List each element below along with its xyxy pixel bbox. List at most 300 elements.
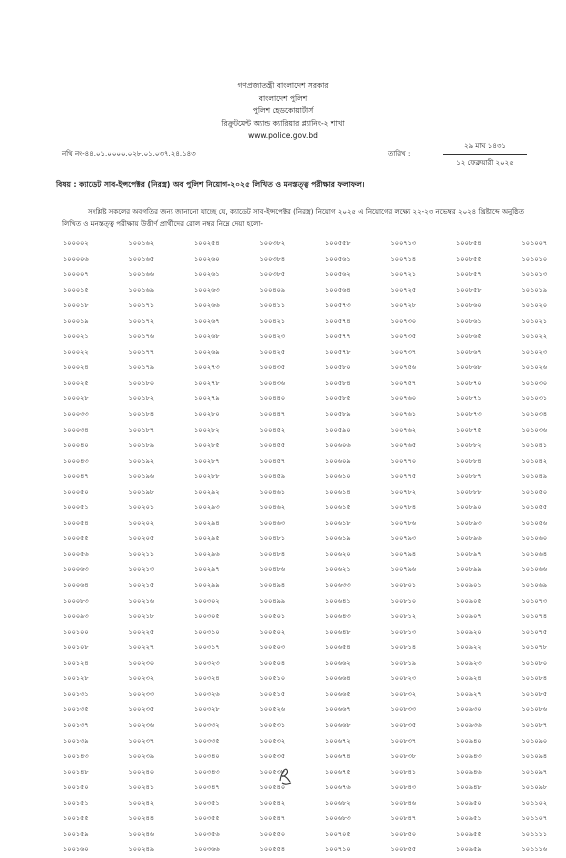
roll-number: ১০০৩১০ bbox=[194, 625, 260, 641]
roll-number: ১০০৮৫৭ bbox=[456, 267, 522, 283]
signature-mark bbox=[276, 764, 294, 786]
roll-number: ১০০৮৫৫ bbox=[456, 252, 522, 268]
roll-number: ১০০৩৮৫ bbox=[260, 267, 326, 283]
roll-number: ১০০৯০৫ bbox=[456, 594, 522, 610]
government-name: গণপ্রজাতন্ত্রী বাংলাদেশ সরকার bbox=[0, 80, 566, 93]
roll-number: ১০০৯৫৫ bbox=[456, 827, 522, 843]
roll-number: ১০০৬৭২ bbox=[325, 734, 391, 750]
letterhead bbox=[0, 80, 566, 143]
roll-number: ১০০২৬৬ bbox=[194, 298, 260, 314]
roll-number: ১০০৮২৩ bbox=[391, 671, 457, 687]
roll-number: ১০০২৯৬ bbox=[194, 547, 260, 563]
roll-number: ১০১০২৬ bbox=[522, 360, 566, 376]
roll-number: ১০০১৮২ bbox=[129, 391, 195, 407]
roll-number: ১০০৭০৫ bbox=[325, 827, 391, 843]
roll-number: ১০০৬১৪ bbox=[325, 485, 391, 501]
roll-number: ১০০৩৫৬ bbox=[194, 827, 260, 843]
roll-number: ১০০২৭৩ bbox=[194, 360, 260, 376]
roll-number: ১০০২২৭ bbox=[129, 640, 195, 656]
roll-number: ১০০০১৯ bbox=[63, 314, 129, 330]
roll-number: ১০০৭৩৭ bbox=[391, 345, 457, 361]
roll-number: ১০০৪০৯ bbox=[260, 283, 326, 299]
roll-number: ১০০৬০৯ bbox=[325, 454, 391, 470]
roll-number: ১০০২৯৯ bbox=[194, 578, 260, 594]
roll-number: ১০০৪৯৪ bbox=[260, 578, 326, 594]
roll-number: ১০০৬৩৩ bbox=[325, 578, 391, 594]
roll-number: ১০১১১১ bbox=[522, 827, 566, 843]
roll-number: ১০০৯৪০ bbox=[456, 734, 522, 750]
roll-number: ১০১০৭৫ bbox=[522, 625, 566, 641]
roll-number: ১০০২৩০ bbox=[129, 656, 195, 672]
roll-number: ১০০১৮০ bbox=[129, 376, 195, 392]
roll-number: ১০০৬৭৪ bbox=[325, 749, 391, 765]
roll-number: ১০০৯০১ bbox=[456, 578, 522, 594]
roll-number: ১০০৩৪৭ bbox=[194, 780, 260, 796]
branch-name: রিক্রুটমেন্ট অ্যান্ড ক্যারিয়ার প্ল্যানিং-২ শাখা bbox=[0, 118, 566, 131]
roll-number: ১০১০৭৪ bbox=[522, 609, 566, 625]
roll-number: ১০০৭৯৬ bbox=[391, 562, 457, 578]
roll-number: ১০০১২৮ bbox=[63, 671, 129, 687]
roll-number: ১০০১০৮ bbox=[63, 640, 129, 656]
subject-text: ক্যাডেট সাব-ইন্সপেক্টর (নিরস্ত্র) অব পুলিশ নিয়োগ-২০২৫ লিখিত ও মনস্তত্ত্ব পরীক্ষার ফলাফল। bbox=[79, 180, 364, 189]
roll-number: ১০০১৬৬ bbox=[129, 267, 195, 283]
roll-number: ১০০১৩৯ bbox=[63, 734, 129, 750]
roll-number: ১০১০৪২ bbox=[522, 454, 566, 470]
roll-number: ১০০৮৭৩ bbox=[456, 407, 522, 423]
roll-number: ১০০৯২৩ bbox=[456, 656, 522, 672]
roll-number: ১০০২৮৮ bbox=[194, 469, 260, 485]
roll-number: ১০০৬৬২ bbox=[325, 656, 391, 672]
roll-number: ১০০৫৩৫ bbox=[260, 749, 326, 765]
roll-number: ১০০৪৯৯ bbox=[260, 594, 326, 610]
roll-number: ১০০২৪৬ bbox=[129, 827, 195, 843]
roll-number: ১০০৮১৪ bbox=[391, 640, 457, 656]
roll-number: ১০০৪৩৫ bbox=[260, 360, 326, 376]
roll-number: ১০০৩২৮ bbox=[194, 702, 260, 718]
roll-number: ১০০৪৫৫ bbox=[260, 438, 326, 454]
roll-number: ১০০১০০ bbox=[63, 625, 129, 641]
roll-number: ১০০৪৮৬ bbox=[260, 562, 326, 578]
roll-number: ১০০২১৫ bbox=[129, 578, 195, 594]
roll-number: ১০০৯৩০ bbox=[456, 702, 522, 718]
roll-number: ১০০৩৪৩ bbox=[194, 765, 260, 781]
roll-number: ১০১০৬৪ bbox=[522, 547, 566, 563]
roll-number: ১০০০১৫ bbox=[63, 283, 129, 299]
roll-number: ১০০৪৫৭ bbox=[260, 454, 326, 470]
roll-number: ১০০৫৬১ bbox=[325, 252, 391, 268]
roll-number: ১০১০৯৭ bbox=[522, 765, 566, 781]
roll-number: ১০১০৯৪ bbox=[522, 749, 566, 765]
roll-number: ১০০৮৭০ bbox=[456, 376, 522, 392]
roll-number: ১০০৮৯০ bbox=[456, 500, 522, 516]
roll-number: ১০০৫৮০ bbox=[325, 360, 391, 376]
roll-number: ১০১০৯৮ bbox=[522, 780, 566, 796]
roll-number: ১০০৭১৪ bbox=[391, 252, 457, 268]
roll-number: ১০০৮৮৮ bbox=[456, 485, 522, 501]
roll-number: ১০০৭৭৫ bbox=[391, 469, 457, 485]
roll-number: ১০০৪২৫ bbox=[260, 345, 326, 361]
roll-number: ১০০৭৬২ bbox=[391, 423, 457, 439]
roll-number: ১০০৬৬৪ bbox=[325, 671, 391, 687]
roll-number: ১০০০৬৩ bbox=[63, 562, 129, 578]
roll-number: ১০০৮৩২ bbox=[391, 687, 457, 703]
roll-number: ১০১১০২ bbox=[522, 796, 566, 812]
roll-number: ১০০৮৫৫ bbox=[391, 842, 457, 858]
roll-number: ১০০১৬৫ bbox=[129, 252, 195, 268]
roll-number: ১০০৫২৬ bbox=[260, 702, 326, 718]
roll-number: ১০০৫৩১ bbox=[260, 718, 326, 734]
roll-number: ১০০৫০৪ bbox=[260, 656, 326, 672]
roll-number: ১০০৮৫০ bbox=[391, 827, 457, 843]
roll-number: ১০১০২৩ bbox=[522, 345, 566, 361]
roll-number: ১০০৭৮২ bbox=[391, 485, 457, 501]
roll-number: ১০০৫৪২ bbox=[260, 796, 326, 812]
roll-column bbox=[391, 236, 457, 858]
roll-number: ১০০৫০৩ bbox=[260, 640, 326, 656]
roll-number: ১০০৫৭৮ bbox=[325, 345, 391, 361]
roll-number: ১০১১১৬ bbox=[522, 842, 566, 858]
roll-number: ১০০৯৫০ bbox=[456, 796, 522, 812]
roll-number: ১০১০২২ bbox=[522, 329, 566, 345]
roll-number: ১০০৪৪৭ bbox=[260, 407, 326, 423]
roll-number: ১০০২৩৬ bbox=[129, 718, 195, 734]
roll-number: ১০০৫৫৮ bbox=[325, 236, 391, 252]
roll-number: ১০০২৬৭ bbox=[194, 314, 260, 330]
intro-paragraph: সংশ্লিষ্ট সকলের অবগতির জন্য জানানো যাচ্ছে যে, ক্যাডেট সাব-ইন্সপেক্টর (নিরস্ত্র) নিয়োগ ২০২৫ এ নিয়োগের লক্ষ্যে ২২-২৩ নভেম্বর ২০২৪ খ্রিষ্টাব্দে অনুষ্ঠিত লিখিত ও মনস্তত্ত্ব পরীক্ষায় উত্তীর্ণ প্রার্থীদের রোল নম্বর নিম্নে দেয়া হলো- bbox=[62, 206, 524, 230]
roll-number: ১০০১৫৯ bbox=[63, 827, 129, 843]
roll-number: ১০০৯৪৩ bbox=[456, 749, 522, 765]
roll-number: ১০০৬১৯ bbox=[325, 531, 391, 547]
roll-number: ১০০৪৫২ bbox=[260, 423, 326, 439]
roll-number: ১০০৮৯৭ bbox=[456, 547, 522, 563]
roll-number: ১০১০১০ bbox=[522, 252, 566, 268]
roll-number: ১০০৭৬৫ bbox=[391, 438, 457, 454]
roll-number: ১০০৬৪৩ bbox=[325, 609, 391, 625]
roll-number: ১০০১৯২ bbox=[129, 454, 195, 470]
roll-number: ১০০২৪৪ bbox=[129, 811, 195, 827]
roll-number: ১০০৯২২ bbox=[456, 640, 522, 656]
roll-number: ১০০৭১৩ bbox=[391, 236, 457, 252]
roll-number: ১০০০৫৪ bbox=[63, 516, 129, 532]
roll-number: ১০০৮৩৫ bbox=[391, 718, 457, 734]
roll-number: ১০০৭৮৪ bbox=[391, 500, 457, 516]
roll-number: ১০০১৬২ bbox=[129, 236, 195, 252]
roll-number: ১০০৭৩০ bbox=[391, 314, 457, 330]
roll-number: ১০১০৩০ bbox=[522, 376, 566, 392]
roll-number: ১০০১৩১ bbox=[63, 687, 129, 703]
roll-number: ১০০৩৩২ bbox=[194, 718, 260, 734]
roll-number: ১০০০৪০ bbox=[63, 438, 129, 454]
roll-number: ১০১০৩৬ bbox=[522, 423, 566, 439]
roll-number: ১০০৮১৩ bbox=[391, 625, 457, 641]
roll-number: ১০০৩৮২ bbox=[260, 236, 326, 252]
roll-number: ১০০৫৭৪ bbox=[325, 314, 391, 330]
roll-number: ১০০৬৫৪ bbox=[325, 640, 391, 656]
roll-number: ১০০৮৮২ bbox=[456, 438, 522, 454]
roll-number: ১০০৮৯৬ bbox=[456, 531, 522, 547]
roll-number: ১০০০৫১ bbox=[63, 500, 129, 516]
date-gregorian: ১২ ফেব্রুয়ারী ২০২৫ bbox=[443, 155, 527, 169]
roll-number: ১০০৮৬৮ bbox=[456, 360, 522, 376]
roll-number: ১০০২৩৩ bbox=[129, 687, 195, 703]
roll-number: ১০০২৭৯ bbox=[194, 391, 260, 407]
roll-number: ১০০২৬০ bbox=[194, 252, 260, 268]
roll-number: ১০০৫৮৫ bbox=[325, 391, 391, 407]
roll-number: ১০০৮১৯ bbox=[391, 656, 457, 672]
roll-number: ১০০৪৮১ bbox=[260, 531, 326, 547]
roll-number: ১০০৭৬০ bbox=[391, 391, 457, 407]
roll-number: ১০০০২১ bbox=[63, 329, 129, 345]
roll-number: ১০১০৩১ bbox=[522, 391, 566, 407]
roll-number: ১০০০২৫ bbox=[63, 376, 129, 392]
roll-number: ১০০২৩৫ bbox=[129, 702, 195, 718]
roll-number: ১০০৪৫৯ bbox=[260, 469, 326, 485]
roll-number: ১০০৭২৫ bbox=[391, 283, 457, 299]
roll-number: ১০০১৯৬ bbox=[129, 469, 195, 485]
roll-number: ১০১০৪৯ bbox=[522, 469, 566, 485]
roll-number: ১০০৪২১ bbox=[260, 314, 326, 330]
roll-number: ১০০০২২ bbox=[63, 345, 129, 361]
roll-number: ১০০২৪৯ bbox=[129, 842, 195, 858]
roll-number: ১০০১৩৭ bbox=[63, 718, 129, 734]
roll-number: ১০০৭৫৭ bbox=[391, 376, 457, 392]
roll-number: ১০০২৯২ bbox=[194, 485, 260, 501]
roll-number: ১০০৬১৫ bbox=[325, 500, 391, 516]
roll-number: ১০০৩২৬ bbox=[194, 687, 260, 703]
roll-number: ১০০৫৫৪ bbox=[260, 842, 326, 858]
roll-number: ১০০১৮৯ bbox=[129, 438, 195, 454]
roll-number: ১০০৯২০ bbox=[456, 625, 522, 641]
roll-number: ১০০০৯৩ bbox=[63, 609, 129, 625]
roll-number: ১০০৬৬৫ bbox=[325, 687, 391, 703]
roll-number: ১০০২৪২ bbox=[129, 796, 195, 812]
roll-number: ১০০৩৫১ bbox=[194, 796, 260, 812]
roll-number: ১০০৭৯৩ bbox=[391, 531, 457, 547]
roll-number: ১০০২০১ bbox=[129, 500, 195, 516]
roll-number: ১০১০১৯ bbox=[522, 283, 566, 299]
roll-number: ১০০০২৮ bbox=[63, 391, 129, 407]
roll-number: ১০০১৪৮ bbox=[63, 765, 129, 781]
roll-number: ১০০২৪০ bbox=[129, 765, 195, 781]
roll-number: ১০০২৩৭ bbox=[129, 734, 195, 750]
roll-number: ১০০৮৪৭ bbox=[391, 811, 457, 827]
roll-number: ১০১০৬৯ bbox=[522, 578, 566, 594]
roll-number: ১০০১৭৯ bbox=[129, 360, 195, 376]
roll-number: ১০০২১১ bbox=[129, 547, 195, 563]
roll-number: ১০০৮৬৫ bbox=[456, 329, 522, 345]
roll-number: ১০০৮৩৮ bbox=[391, 749, 457, 765]
roll-number: ১০০৩২৩ bbox=[194, 656, 260, 672]
roll-number: ১০১০৮৭ bbox=[522, 718, 566, 734]
roll-number: ১০০০২৪ bbox=[63, 360, 129, 376]
roll-number: ১০১০৫৬ bbox=[522, 516, 566, 532]
roll-number: ১০০৪৬২ bbox=[260, 500, 326, 516]
roll-number: ১০০৫৪০ bbox=[260, 780, 326, 796]
roll-number: ১০০৩৮৪ bbox=[260, 252, 326, 268]
roll-number: ১০০৭৬১ bbox=[391, 407, 457, 423]
roll-number: ১০১১০৭ bbox=[522, 811, 566, 827]
roll-number: ১০০৯৫১ bbox=[456, 811, 522, 827]
roll-number: ১০০২৬৩ bbox=[194, 283, 260, 299]
roll-number: ১০০৬১৮ bbox=[325, 516, 391, 532]
roll-number: ১০০৬৬৭ bbox=[325, 702, 391, 718]
roll-number: ১০০৯৪৮ bbox=[456, 780, 522, 796]
roll-number: ১০০৫৭৭ bbox=[325, 329, 391, 345]
roll-number: ১০০৮১২ bbox=[391, 609, 457, 625]
roll-number-table bbox=[63, 236, 566, 858]
roll-number: ১০০০০৬ bbox=[63, 252, 129, 268]
roll-number: ১০০১৯৮ bbox=[129, 485, 195, 501]
roll-number: ১০০০৫৫ bbox=[63, 531, 129, 547]
roll-number: ১০০৫১৫ bbox=[260, 687, 326, 703]
roll-number: ১০০৮৬৭ bbox=[456, 345, 522, 361]
roll-number: ১০০২৩২ bbox=[129, 671, 195, 687]
roll-number: ১০০৫০১ bbox=[260, 609, 326, 625]
roll-number: ১০১০৮৫ bbox=[522, 687, 566, 703]
roll-number: ১০০৮১০ bbox=[391, 594, 457, 610]
roll-number: ১০০৬২১ bbox=[325, 562, 391, 578]
roll-number: ১০০২৪১ bbox=[129, 780, 195, 796]
roll-number: ১০১০৪১ bbox=[522, 438, 566, 454]
roll-number: ১০০৯৩৬ bbox=[456, 718, 522, 734]
roll-number: ১০০২৬৮ bbox=[194, 329, 260, 345]
roll-number: ১০০২২৫ bbox=[129, 625, 195, 641]
roll-number: ১০০৭২১ bbox=[391, 267, 457, 283]
roll-number: ১০০৮৬০ bbox=[456, 298, 522, 314]
roll-number: ১০০৭২৮ bbox=[391, 298, 457, 314]
roll-number: ১০০৭৫৬ bbox=[391, 360, 457, 376]
roll-number: ১০০২৮২ bbox=[194, 423, 260, 439]
office-name: পুলিশ হেডকোয়ার্টার্স bbox=[0, 105, 566, 118]
roll-column bbox=[63, 236, 129, 858]
roll-number: ১০১০৬৬ bbox=[522, 562, 566, 578]
roll-number: ১০০১৭২ bbox=[129, 314, 195, 330]
roll-number: ১০০০৪৩ bbox=[63, 454, 129, 470]
roll-number: ১০০৮৮৪ bbox=[456, 454, 522, 470]
roll-number: ১০০৮৮৭ bbox=[456, 469, 522, 485]
roll-number: ১০০৫৫০ bbox=[260, 827, 326, 843]
roll-number: ১০১০৫৫ bbox=[522, 500, 566, 516]
roll-number: ১০১০৮৬ bbox=[522, 702, 566, 718]
roll-number: ১০০৫৬৪ bbox=[325, 283, 391, 299]
roll-number: ১০১০০৭ bbox=[522, 236, 566, 252]
roll-number: ১০০৮৯৩ bbox=[456, 516, 522, 532]
roll-number: ১০০২১৮ bbox=[129, 609, 195, 625]
roll-number: ১০০১৫০ bbox=[63, 780, 129, 796]
roll-number: ১০০৪৮৪ bbox=[260, 547, 326, 563]
roll-number: ১০০০৫৬ bbox=[63, 547, 129, 563]
roll-number: ১০০২৯৩ bbox=[194, 500, 260, 516]
roll-number: ১০০৪৪০ bbox=[260, 391, 326, 407]
roll-number: ১০০৫৬২ bbox=[325, 267, 391, 283]
roll-number: ১০০২৬৯ bbox=[194, 345, 260, 361]
roll-number: ১০০৫০২ bbox=[260, 625, 326, 641]
roll-number: ১০০০৮৩ bbox=[63, 594, 129, 610]
roll-number: ১০০২০২ bbox=[129, 516, 195, 532]
roll-number: ১০০৩৩৫ bbox=[194, 734, 260, 750]
roll-number: ১০০৩০২ bbox=[194, 594, 260, 610]
roll-number: ১০০০৪৭ bbox=[63, 469, 129, 485]
roll-number: ১০০৪১১ bbox=[260, 298, 326, 314]
website-link[interactable]: www.police.gov.bd bbox=[0, 130, 566, 143]
roll-number: ১০০৪৬৩ bbox=[260, 516, 326, 532]
roll-number: ১০০২৯৭ bbox=[194, 562, 260, 578]
roll-number: ১০০২৮৫ bbox=[194, 438, 260, 454]
roll-number: ১০১০৬০ bbox=[522, 531, 566, 547]
roll-number: ১০০৩৪০ bbox=[194, 749, 260, 765]
roll-number: ১০০৮৪৬ bbox=[391, 796, 457, 812]
roll-number: ১০০০৩৩ bbox=[63, 407, 129, 423]
roll-number: ১০০০০২ bbox=[63, 236, 129, 252]
roll-number: ১০০৭৮৬ bbox=[391, 516, 457, 532]
roll-number: ১০০৫৮৯ bbox=[325, 407, 391, 423]
roll-number: ১০০৬৪৮ bbox=[325, 625, 391, 641]
roll-number: ১০০১২৪ bbox=[63, 656, 129, 672]
roll-number: ১০০১৭৬ bbox=[129, 329, 195, 345]
roll-number: ১০০৬১০ bbox=[325, 469, 391, 485]
roll-number: ১০০১৪৩ bbox=[63, 749, 129, 765]
roll-number: ১০০৬২০ bbox=[325, 547, 391, 563]
roll-number: ১০০৫৪৭ bbox=[260, 811, 326, 827]
roll-number: ১০১০২০ bbox=[522, 298, 566, 314]
roll-number: ১০০১৬৯ bbox=[129, 283, 195, 299]
roll-number: ১০০৫৭৩ bbox=[325, 298, 391, 314]
roll-number: ১০০২৫৪ bbox=[194, 236, 260, 252]
roll-number: ১০০৬০৬ bbox=[325, 438, 391, 454]
roll-number: ১০০৭৭০ bbox=[391, 454, 457, 470]
date-block bbox=[443, 140, 527, 169]
roll-number: ১০০০৩৪ bbox=[63, 423, 129, 439]
roll-number: ১০০৯২৭ bbox=[456, 687, 522, 703]
roll-number: ১০০২৯৪ bbox=[194, 516, 260, 532]
roll-number: ১০০২১৬ bbox=[129, 594, 195, 610]
roll-number: ১০০৯৪৬ bbox=[456, 765, 522, 781]
roll-number: ১০০১৩৫ bbox=[63, 702, 129, 718]
roll-number: ১০০৫৯০ bbox=[325, 423, 391, 439]
roll-number: ১০০৮৬১ bbox=[456, 314, 522, 330]
roll-number: ১০০৬৬৮ bbox=[325, 718, 391, 734]
roll-number: ১০০৮৫৪ bbox=[456, 236, 522, 252]
roll-number: ১০০৩১৭ bbox=[194, 640, 260, 656]
roll-number: ১০০৮৩৭ bbox=[391, 734, 457, 750]
roll-column bbox=[325, 236, 391, 858]
roll-number: ১০০৮৯৯ bbox=[456, 562, 522, 578]
roll-number: ১০০০১৮ bbox=[63, 298, 129, 314]
roll-number: ১০০১৭১ bbox=[129, 298, 195, 314]
roll-number: ১০০১৬০ bbox=[63, 842, 129, 858]
roll-number: ১০০৪৩৬ bbox=[260, 376, 326, 392]
roll-number: ১০০৬৮৩ bbox=[325, 811, 391, 827]
roll-number: ১০১০৯০ bbox=[522, 734, 566, 750]
roll-number: ১০০৮৪৩ bbox=[391, 780, 457, 796]
roll-column bbox=[522, 236, 566, 858]
roll-number: ১০০৮৭৫ bbox=[456, 423, 522, 439]
roll-number: ১০০৩০৫ bbox=[194, 609, 260, 625]
roll-column bbox=[194, 236, 260, 858]
roll-number: ১০০৮৩৩ bbox=[391, 702, 457, 718]
roll-number: ১০০৮৫৮ bbox=[456, 283, 522, 299]
roll-number: ১০০২৭৮ bbox=[194, 376, 260, 392]
roll-number: ১০১০২১ bbox=[522, 314, 566, 330]
roll-number: ১০১০৮০ bbox=[522, 656, 566, 672]
roll-number: ১০০৬৭৬ bbox=[325, 780, 391, 796]
roll-number: ১০০০৫০ bbox=[63, 485, 129, 501]
roll-number: ১০০২৬১ bbox=[194, 267, 260, 283]
roll-number: ১০০৪৬১ bbox=[260, 485, 326, 501]
roll-number: ১০০৮০১ bbox=[391, 578, 457, 594]
roll-number: ১০০১৮৪ bbox=[129, 407, 195, 423]
roll-number: ১০০৭১০ bbox=[325, 842, 391, 858]
